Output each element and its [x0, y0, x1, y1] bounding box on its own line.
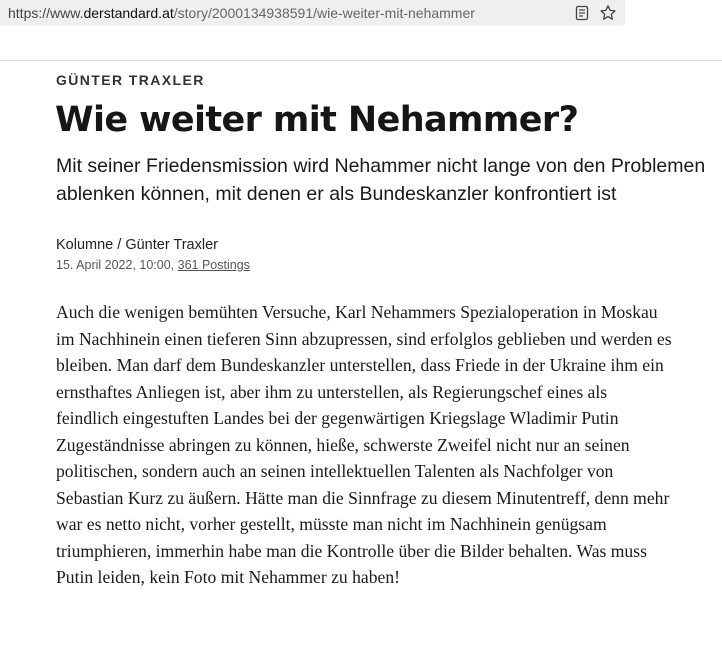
column-rubric[interactable]: Kolumne / Günter Traxler	[56, 237, 218, 253]
url-host: derstandard.at	[83, 5, 174, 21]
article-meta	[56, 258, 722, 272]
article-body: Auch die wenigen bemühten Versuche, Karl Nehammers Spezialoperation in Moskau im Nachhinein einen tieferen Sinn abzupressen, sind erfolglos geblieben und werden es bleiben. Man darf dem Bundeskanzler unterstellen, dass Friede in der Ukraine ihm ein ernsthaftes Anliegen ist, aber ihm zu unterstellen, als Regierungschef eines als feindlich eingestuften Landes bei der gegenwärtigen Kriegslage Wladimir Putin Zugeständnisse abringen zu können, hieße, schwerste Zweifel nicht nur an seinen politischen, sondern auch an seinen intellektuellen Talenten als Nachfolger von Sebastian Kurz zu äußern. Hätte man die Sinnfrage zu diesem Minutentreff, denn mehr war es netto nicht, vorher gestellt, müsste man nicht im Nachhinein genügsam triumphieren, immerhin habe man die Kontrolle über die Bilder behalten. Was muss Putin leiden, kein Foto mit Nehammer zu haben!	[56, 302, 672, 587]
url-path: /story/2000134938591/wie-weiter-mit-nehammer	[173, 5, 475, 21]
url-prefix: https://www.	[8, 5, 84, 21]
article	[56, 68, 722, 591]
headline: Wie weiter mit Nehammer?	[55, 100, 579, 140]
author-kicker[interactable]: GÜNTER TRAXLER	[56, 72, 205, 88]
postings-link[interactable]: 361 Postings	[177, 258, 250, 272]
address-bar[interactable]	[0, 0, 625, 26]
url-text[interactable]	[8, 5, 475, 21]
reader-view-icon[interactable]	[573, 4, 591, 22]
header-divider	[0, 60, 722, 61]
star-icon[interactable]	[599, 4, 617, 22]
publish-date: 15. April 2022, 10:00,	[56, 258, 178, 272]
subtitle: Mit seiner Friedensmission wird Nehammer nicht lange von den Problemen ablenken können, mit denen er als Bundeskanzler konfrontiert ist	[56, 155, 706, 205]
